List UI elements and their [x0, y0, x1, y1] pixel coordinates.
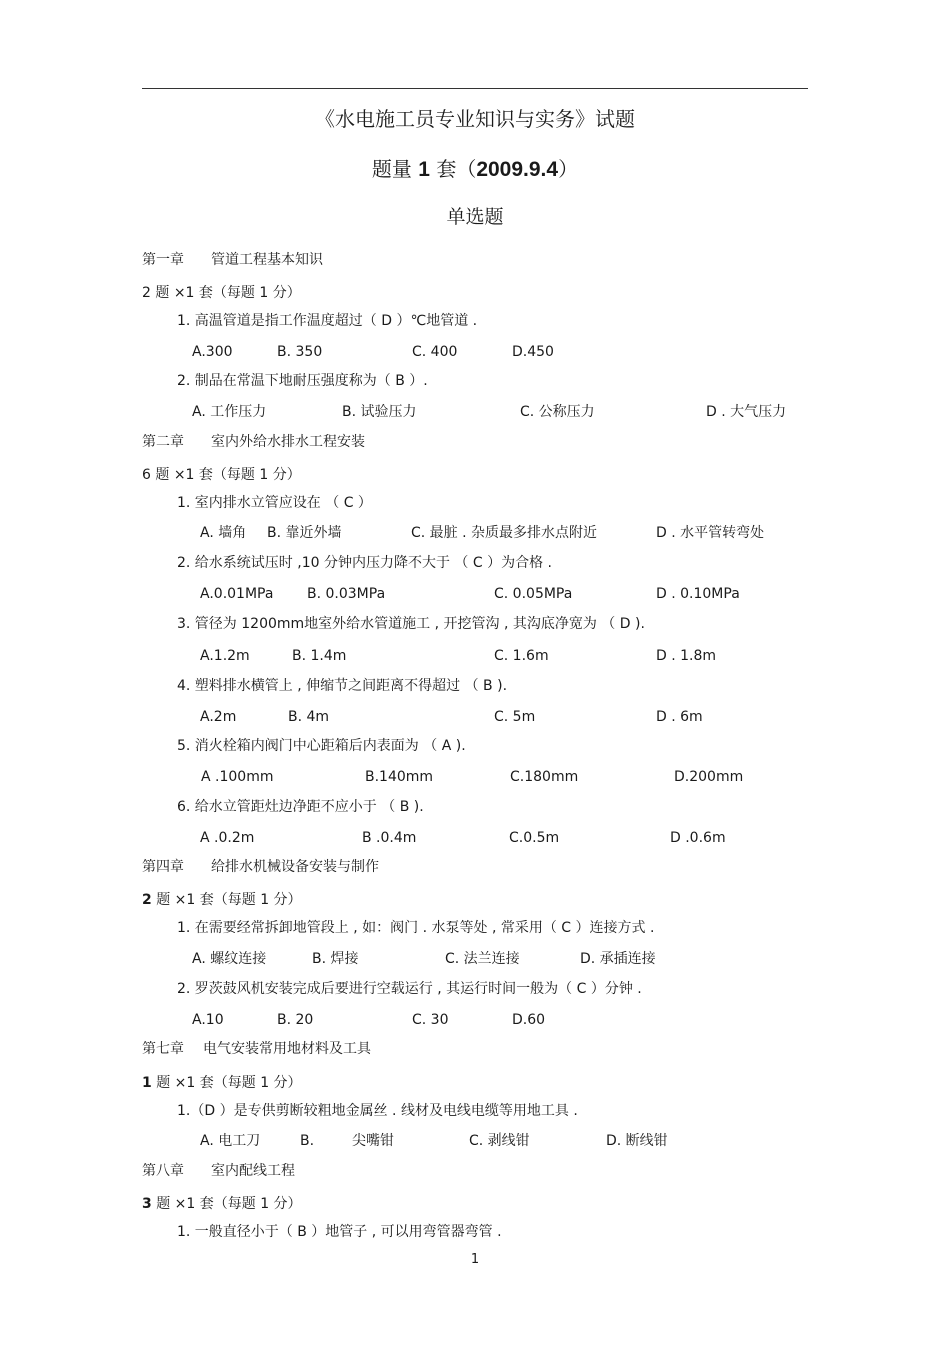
question-text: 1. 高温管道是指工作温度超过（ D ）℃地管道 . — [177, 313, 478, 329]
option: D. 承插连接 — [580, 951, 656, 967]
section-title: 单选题 — [446, 206, 504, 228]
option: C. 30 — [412, 1012, 449, 1028]
option: A. 螺纹连接 — [192, 951, 267, 967]
option: A .100mm — [201, 769, 274, 785]
option: D .0.6m — [670, 830, 726, 846]
option: D . 0.10MPa — [656, 586, 740, 602]
option: C.180mm — [510, 769, 579, 785]
chapter-heading: 第一章 管道工程基本知识 — [142, 252, 323, 268]
option: A.300 — [192, 344, 233, 360]
option: B. — [300, 1133, 315, 1149]
chapter-count: 3 题 ×1 套（每题 1 分） — [142, 1196, 302, 1212]
question-text: 4. 塑料排水横管上 , 伸缩节之间距离不得超过 （ B ). — [177, 678, 508, 694]
header-rule — [142, 88, 808, 89]
option: A.10 — [192, 1012, 224, 1028]
question-text: 5. 消火栓箱内阀门中心距箱后内表面为 （ A ). — [177, 738, 466, 754]
chapter-count: 6 题 ×1 套（每题 1 分） — [142, 467, 301, 483]
option: B. 4m — [288, 709, 330, 725]
option: 尖嘴钳 — [352, 1133, 394, 1149]
chapter-count: 2 题 ×1 套（每题 1 分） — [142, 892, 302, 908]
page-number: 1 — [470, 1252, 480, 1267]
option: B. 20 — [277, 1012, 314, 1028]
chapter-count: 1 题 ×1 套（每题 1 分） — [142, 1075, 302, 1091]
option: B. 试验压力 — [342, 404, 417, 420]
option: D.450 — [512, 344, 554, 360]
option: B. 靠近外墙 — [267, 525, 342, 541]
option: D . 大气压力 — [706, 404, 787, 420]
option: B.140mm — [365, 769, 434, 785]
option: B. 焊接 — [312, 951, 359, 967]
option: C. 法兰连接 — [445, 951, 520, 967]
option: C. 0.05MPa — [494, 586, 573, 602]
option: C. 剥线钳 — [469, 1133, 530, 1149]
question-text: 1. 室内排水立管应设在 （ C ） — [177, 495, 372, 511]
option: D . 水平管转弯处 — [656, 525, 765, 541]
option: B. 350 — [277, 344, 323, 360]
option: B. 0.03MPa — [307, 586, 386, 602]
option: C. 400 — [412, 344, 458, 360]
option: A .0.2m — [200, 830, 255, 846]
question-text: 1. 一般直径小于（ B ）地管子 , 可以用弯管器弯管 . — [177, 1224, 502, 1240]
option: D.60 — [512, 1012, 546, 1028]
option: A.0.01MPa — [200, 586, 274, 602]
question-text: 2. 制品在常温下地耐压强度称为（ B ）. — [177, 373, 428, 389]
question-text: 6. 给水立管距灶边净距不应小于 （ B ). — [177, 799, 424, 815]
question-text: 2. 给水系统试压时 ,10 分钟内压力降不大于 （ C ）为合格 . — [177, 555, 552, 571]
document-title: 《水电施工员专业知识与实务》试题 — [315, 107, 635, 131]
option: A. 墙角 — [200, 525, 247, 541]
option: A. 工作压力 — [192, 404, 267, 420]
option: A. 电工刀 — [200, 1133, 261, 1149]
option: D.200mm — [674, 769, 744, 785]
chapter-heading: 第七章 电气安装常用地材料及工具 — [142, 1041, 371, 1057]
document-subtitle: 题量 1 套（2009.9.4） — [371, 157, 579, 181]
option: A.2m — [200, 709, 237, 725]
option: C. 5m — [494, 709, 536, 725]
option: D . 1.8m — [656, 648, 717, 664]
option: B .0.4m — [362, 830, 417, 846]
option: B. 1.4m — [292, 648, 347, 664]
option: C. 最脏 . 杂质最多排水点附近 — [411, 525, 598, 541]
question-text: 1.（D ）是专供剪断较粗地金属丝 . 线材及电线电缆等用地工具 . — [177, 1103, 578, 1119]
option: C. 公称压力 — [520, 404, 595, 420]
chapter-heading: 第四章 给排水机械设备安装与制作 — [142, 859, 379, 875]
question-text: 1. 在需要经常拆卸地管段上 , 如：阀门 . 水泵等处 , 常采用（ C ）连接方式 . — [177, 920, 655, 936]
option: D. 断线钳 — [606, 1133, 668, 1149]
option: C.0.5m — [509, 830, 560, 846]
chapter-count: 2 题 ×1 套（每题 1 分） — [142, 285, 301, 301]
question-text: 3. 管径为 1200mm地室外给水管道施工 , 开挖管沟 , 其沟底净宽为 （ D ). — [177, 616, 645, 632]
option: D . 6m — [656, 709, 703, 725]
option: A.1.2m — [200, 648, 250, 664]
chapter-heading: 第八章 室内配线工程 — [142, 1163, 295, 1179]
question-text: 2. 罗茨鼓风机安装完成后要进行空载运行 , 其运行时间一般为（ C ）分钟 . — [177, 981, 642, 997]
chapter-heading: 第二章 室内外给水排水工程安装 — [142, 434, 365, 450]
option: C. 1.6m — [494, 648, 549, 664]
